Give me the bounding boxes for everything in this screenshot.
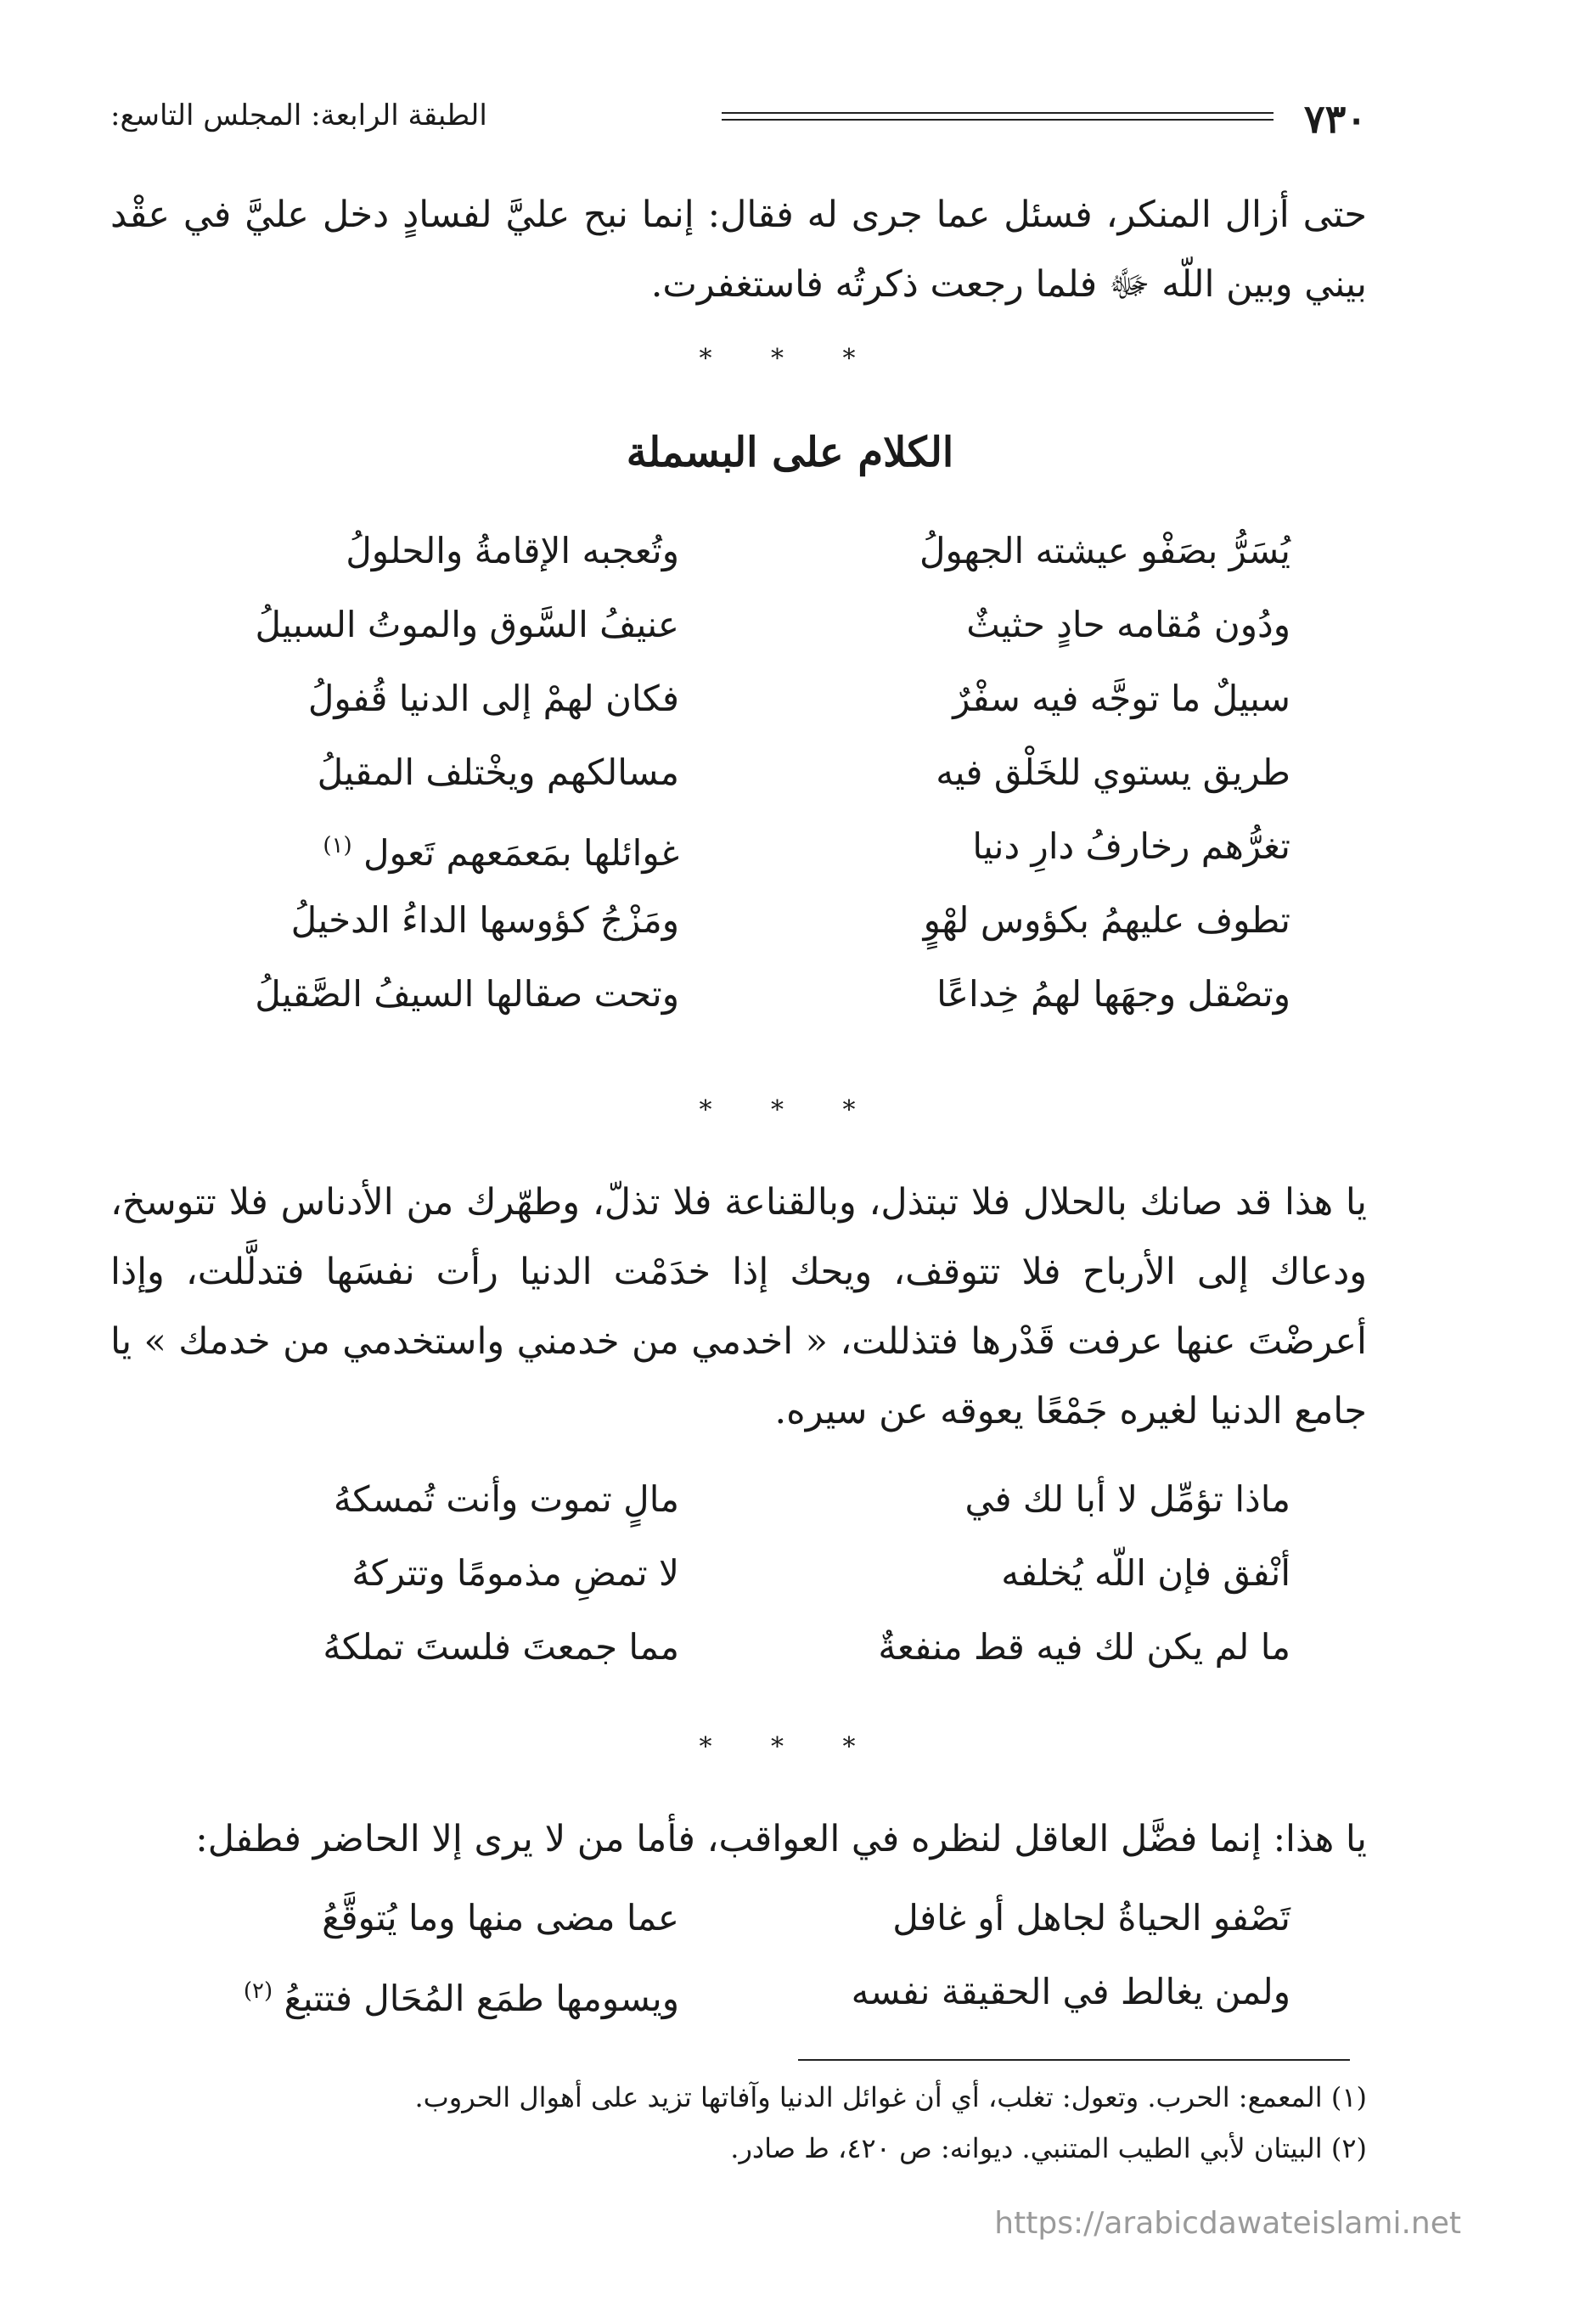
poem-verse bbox=[170, 1536, 1290, 1610]
separator-3: * * * bbox=[699, 1732, 881, 1762]
verse-second-hemistich: لا تمضِ مذمومًا وتتركهُ bbox=[351, 1552, 679, 1594]
verse-first-hemistich: ما لم يكن لك فيه قط منفعةٌ bbox=[878, 1626, 1290, 1668]
paragraph-3: يا هذا: إنما فضَّل العاقل لنظره في العواقب، فأما من لا يرى إلا الحاضر فطفل: bbox=[195, 1818, 1367, 1860]
verse-second-hemistich: عما مضى منها وما يُتوقَّعُ bbox=[322, 1897, 679, 1939]
verse-second-hemistich: ومَزْجُ كؤوسها الداءُ الدخيلُ bbox=[290, 899, 679, 941]
verse-second-hemistich: ويسومها طمَع المُحَال فتتبعُ $^{(٢)}$ bbox=[243, 1978, 679, 2019]
verse-first-hemistich: طريق يستوي للخَلْق فيه bbox=[936, 751, 1290, 793]
poem-verse bbox=[170, 661, 1290, 735]
poem-verse bbox=[170, 1610, 1290, 1684]
verse-second-hemistich: مسالكهم ويخْتلف المقيلُ bbox=[317, 751, 679, 793]
footnote-rule bbox=[798, 2059, 1350, 2061]
header-rule bbox=[722, 112, 1274, 121]
watermark-url: https://arabicdawateislami.net bbox=[994, 2206, 1461, 2241]
poem-3 bbox=[170, 1881, 1290, 2029]
poem-verse bbox=[170, 735, 1290, 809]
poem-verse bbox=[170, 883, 1290, 957]
verse-first-hemistich: تغرُّهم رخارفُ دارِ دنيا bbox=[972, 825, 1290, 867]
poem-1 bbox=[170, 514, 1290, 1031]
verse-second-hemistich: غوائلها بمَعمَعهم تَعول $^{(١)}$ bbox=[323, 832, 679, 874]
verse-first-hemistich: تطوف عليهمُ بكؤوس لهْوٍ bbox=[923, 899, 1290, 941]
footnote-ref-1[interactable]: (١) bbox=[323, 833, 352, 858]
poem-verse bbox=[170, 1955, 1290, 2029]
poem-verse bbox=[170, 514, 1290, 588]
verse-first-hemistich: سبيلٌ ما توجَّه فيه سفْرٌ bbox=[953, 678, 1290, 719]
poem-verse bbox=[170, 809, 1290, 883]
intro-paragraph: حتى أزال المنكر، فسئل عما جرى له فقال: إنما نبح عليَّ لفسادٍ دخل عليَّ في عقْد بيني وبين اللّه ﷻ فلما رجعت ذكرتُه فاستغفرت. bbox=[110, 194, 1367, 306]
verse-first-hemistich: ماذا تؤمِّل لا أبا لك في bbox=[964, 1478, 1290, 1520]
verse-first-hemistich: ودُون مُقامه حادٍ حثيثٌ bbox=[966, 604, 1290, 645]
footnote-ref-2[interactable]: (٢) bbox=[243, 1978, 273, 2004]
verse-first-hemistich: ولمن يغالط في الحقيقة نفسه bbox=[851, 1971, 1290, 2012]
verse-second-hemistich: وتحت صقالها السيفُ الصَّقيلُ bbox=[255, 973, 679, 1015]
poem-2 bbox=[170, 1462, 1290, 1684]
verse-second-hemistich: فكان لهمْ إلى الدنيا قُفولُ bbox=[307, 678, 679, 719]
verse-second-hemistich: وتُعجبه الإقامةُ والحلولُ bbox=[346, 530, 679, 571]
footnote-1: (١) المعمع: الحرب. وتعول: تغلب، أي أن غوائل الدنيا وآفاتها تزيد على أهوال الحروب. bbox=[414, 2081, 1367, 2113]
poem-verse bbox=[170, 957, 1290, 1031]
verse-second-hemistich: عنيفُ السَّوق والموتُ السبيلُ bbox=[255, 604, 679, 645]
footnote-2: (٢) البيتان لأبي الطيب المتنبي. ديوانه: ص ٤٢٠، ط صادر. bbox=[730, 2132, 1367, 2164]
verse-second-hemistich: مالٍ تموت وأنت تُمسكهُ bbox=[333, 1478, 679, 1520]
verse-first-hemistich: وتصْقل وجهَها لهمُ خِداعًا bbox=[936, 973, 1290, 1015]
page-header bbox=[110, 93, 1367, 144]
verse-first-hemistich: أنْفق فإن اللّه يُخلفه bbox=[1001, 1552, 1290, 1594]
separator-1: * * * bbox=[699, 344, 881, 374]
poem-verse bbox=[170, 1462, 1290, 1536]
verse-first-hemistich: يُسَرُّ بصَفْو عيشته الجهولُ bbox=[919, 530, 1290, 571]
verse-first-hemistich: تَصْفو الحياةُ لجاهل أو غافل bbox=[892, 1897, 1290, 1939]
verse-second-hemistich: مما جمعتَ فلستَ تملكهُ bbox=[323, 1626, 679, 1668]
separator-2: * * * bbox=[699, 1095, 881, 1125]
running-title: الطبقة الرابعة: المجلس التاسع: bbox=[110, 98, 487, 132]
section-heading: الكلام على البسملة bbox=[626, 429, 954, 476]
paragraph-2: يا هذا قد صانك بالحلال فلا تبتذل، وبالقناعة فلا تذلّ، وطهّرك من الأدناس فلا تتوسخ، ودعاك إلى الأرباح فلا تتوقف، ويحك إذا خدَمْت الدنيا رأت نفسَها فتدلَّلت، وإذا أعرضْتَ عنها عرفت قَدْرها فتذللت، « اخدمي من خدمني واستخدمي من خدمك » يا جامع الدنيا لغيره جَمْعًا يعوقه عن سيره. bbox=[110, 1181, 1367, 1432]
page-number: ٧٣٠ bbox=[1303, 96, 1367, 142]
poem-verse bbox=[170, 1881, 1290, 1955]
poem-verse bbox=[170, 588, 1290, 661]
